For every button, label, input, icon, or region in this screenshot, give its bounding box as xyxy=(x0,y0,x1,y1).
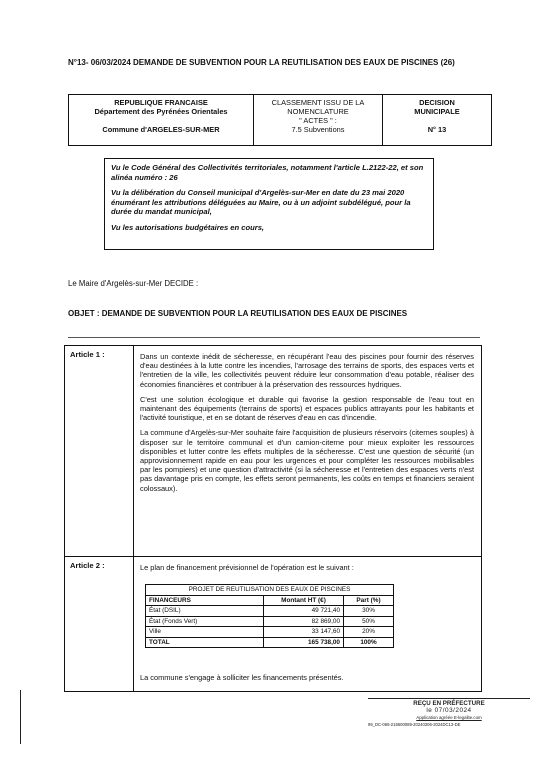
divider xyxy=(68,337,480,338)
cell-total-label: TOTAL xyxy=(146,637,264,648)
classement-value: 7.5 Subventions xyxy=(291,125,345,134)
republic-label: REPUBLIQUE FRANCAISE xyxy=(114,98,208,107)
document-title: N°13- 06/03/2024 DEMANDE DE SUBVENTION POUR LA REUTILISATION DES EAUX DE PISCINES (26) xyxy=(68,58,455,67)
articles-table xyxy=(64,345,482,692)
stamp-title: REÇU EN PRÉFECTURE xyxy=(368,698,530,707)
article-1-label: Article 1 : xyxy=(70,350,105,359)
table-total-row xyxy=(146,637,394,648)
objet-heading: OBJET : DEMANDE DE SUBVENTION POUR LA REUTILISATION DES EAUX DE PISCINES xyxy=(68,309,408,318)
header-table xyxy=(68,94,492,146)
cell-total-montant: 165 738,00 xyxy=(264,637,344,648)
column-divider xyxy=(133,346,134,691)
cell-montant: 33 147,60 xyxy=(264,627,344,638)
table-row xyxy=(146,606,394,617)
financing-table xyxy=(145,584,394,648)
cell-financeur: État (Fonds Vert) xyxy=(146,616,264,627)
decide-line: Le Maire d'Argelès-sur-Mer DECIDE : xyxy=(68,279,199,288)
financing-table-title: PROJET DE REUTILISATION DES EAUX DE PISCINES xyxy=(146,585,394,596)
stamp-date: le 07/03/2024 xyxy=(426,707,472,714)
vu-paragraph-3: Vu les autorisations budgétaires en cours, xyxy=(111,222,265,232)
vu-paragraph-1: Vu le Code Général des Collectivités territoriales, notamment l'article L.2122-22, et son alinéa numéro : 26 xyxy=(111,163,424,182)
cell-total-part: 100% xyxy=(344,637,394,648)
article-1-paragraph-3: La commune d'Argelès-sur-Mer souhaite faire l'acquisition de plusieurs réservoirs (citernes souples) à disposer sur le territoire communal et d'un camion-citerne pour mieux exploiter les ressources disponibles et lutter contre les effets multiples de la sécheresse. C'est une question de sécurité (un approvisionnement rapide en eau pour les urgences et pour compléter les ressources mobilisables par les pompiers) et une question d'attractivité (si la sécheresse et l'entretien des espaces verts n'est pas davantage pris en compte, les effets seront permanents, les coûts en temps et financiers seraient colossaux). xyxy=(140,428,474,493)
header-cell-decision xyxy=(383,95,492,146)
row-divider xyxy=(65,556,481,557)
cell-montant: 49 721,40 xyxy=(264,606,344,617)
department-label: Département des Pyrénées Orientales xyxy=(94,107,228,116)
article-1-paragraph-1: Dans un contexte inédit de sécheresse, en récupérant l'eau des piscines pour fournir des réserves d'eau destinées à la lutte contre les incendies, l'arrosage des terrains de sports, des espaces verts et l'entretien de la ville, les collectivités peuvent réduire leur consommation d'eau potable, réaliser des économies financières et contribuer à la préservation des ressources hydriques. xyxy=(140,352,474,389)
classement-line3: " ACTES " : xyxy=(299,116,337,125)
decision-line2: MUNICIPALE xyxy=(414,107,460,116)
decision-line1: DECISION xyxy=(419,98,455,107)
vu-paragraph-2: Vu la délibération du Conseil municipal d'Argelès-sur-Mer en date du 23 mai 2020 énumérant les attributions déléguées au Maire, ou à un adjoint subdélégué, pour la durée du mandat municipal, xyxy=(111,188,411,217)
stamp-subtitle: Application agréée E-legalite.com xyxy=(416,715,482,720)
table-row xyxy=(146,616,394,627)
header-part: Part (%) xyxy=(344,595,394,606)
header-cell-classement xyxy=(254,95,383,146)
cell-financeur: État (DSIL) xyxy=(146,606,264,617)
cell-part: 20% xyxy=(344,627,394,638)
stamp-id: 99_DC-066-216600089-20240306-2024DC13-DE xyxy=(368,722,461,727)
prefecture-stamp xyxy=(368,698,530,728)
financing-table-header xyxy=(146,595,394,606)
decision-number: N° 13 xyxy=(427,125,447,134)
margin-mark xyxy=(20,690,21,744)
article-2-intro: Le plan de financement prévisionnel de l'opération est le suivant : xyxy=(140,563,354,572)
classement-line2: NOMENCLATURE xyxy=(287,107,349,116)
header-cell-republic xyxy=(69,95,254,146)
table-row xyxy=(146,627,394,638)
article-1-body xyxy=(140,352,474,499)
article-2-label: Article 2 : xyxy=(70,561,105,570)
cell-part: 50% xyxy=(344,616,394,627)
vu-box xyxy=(104,158,434,250)
cell-financeur: Ville xyxy=(146,627,264,638)
commune-label: Commune d'ARGELES-SUR-MER xyxy=(102,125,220,134)
article-2-outro: La commune s'engage à solliciter les financements présentés. xyxy=(140,673,344,682)
header-montant: Montant HT (€) xyxy=(264,595,344,606)
classement-line1: CLASSEMENT ISSU DE LA xyxy=(271,98,365,107)
cell-part: 30% xyxy=(344,606,394,617)
article-1-paragraph-2: C'est une solution écologique et durable qui favorise la gestion responsable de l'eau tout en maintenant des équipements (terrains de sports) et espaces publics attrayants pour les habitants et l'activité touristique, et en se dotant de réserves d'eau en cas d'incendie. xyxy=(140,394,474,423)
cell-montant: 82 869,00 xyxy=(264,616,344,627)
header-financeurs: FINANCEURS xyxy=(146,595,264,606)
